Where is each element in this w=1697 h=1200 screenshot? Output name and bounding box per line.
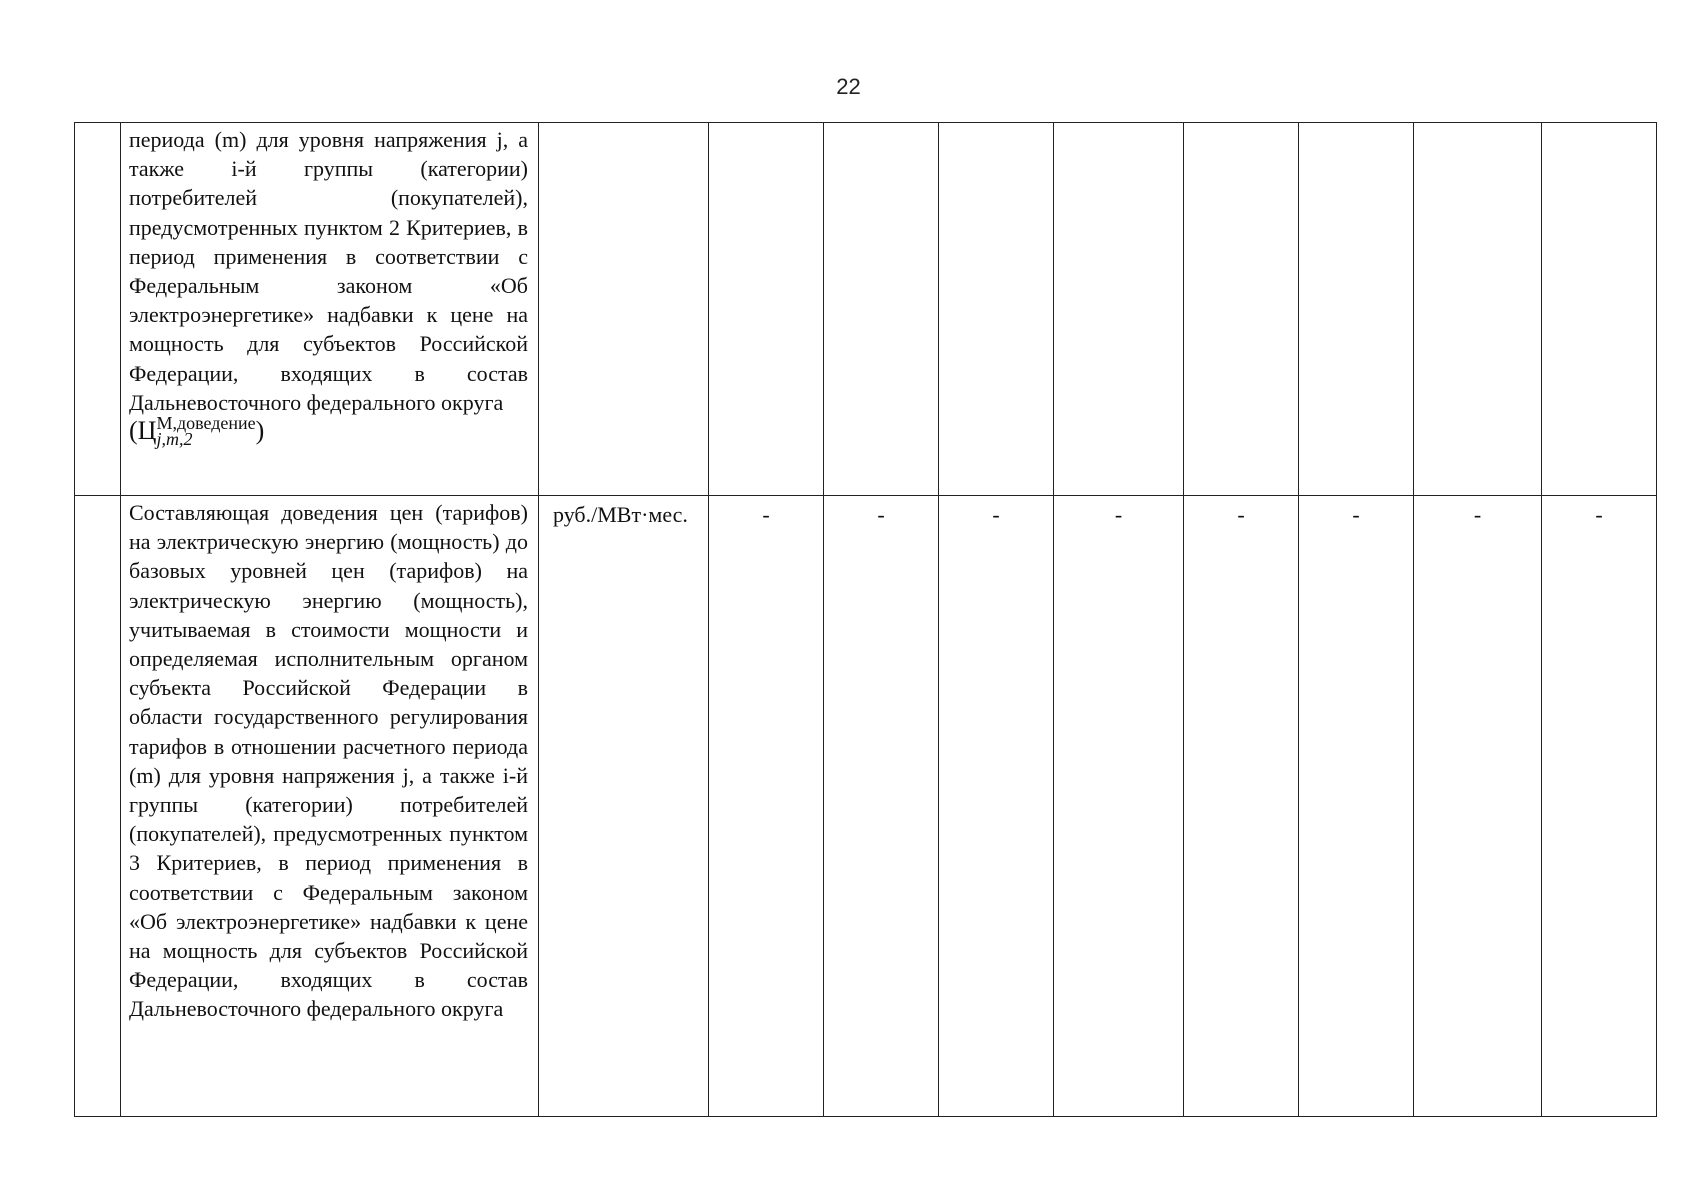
value-cell <box>939 123 1054 496</box>
value-cell: - <box>1414 496 1542 1117</box>
formula-subscript: j,m,2 <box>156 429 193 450</box>
value-cell: - <box>1184 496 1299 1117</box>
value-cell <box>1542 123 1657 496</box>
row-number-cell <box>75 123 121 496</box>
value-cell <box>824 123 939 496</box>
value-cell: - <box>1054 496 1184 1117</box>
value-cell: - <box>1299 496 1414 1117</box>
description-cell <box>121 123 539 496</box>
value-cell <box>1184 123 1299 496</box>
value-cell: - <box>709 496 824 1117</box>
value-cell <box>1054 123 1184 496</box>
value-cell: - <box>939 496 1054 1117</box>
value-cell <box>1414 123 1542 496</box>
value-cell <box>709 123 824 496</box>
description-cell <box>121 496 539 1117</box>
table-row <box>75 496 1657 1117</box>
value-cell: - <box>1542 496 1657 1117</box>
formula-symbol: Ц <box>137 416 157 446</box>
page-number: 22 <box>836 74 861 99</box>
tariff-table <box>74 122 1657 1117</box>
formula-close-paren: ) <box>255 416 265 446</box>
description-text: Составляющая доведения цен (тарифов) на электрическую энергию (мощность) до базовых уровней цен (тарифов) на электрическую энергию (мощность), учитываемая в стоимости мощности и определяемая исполнительным органом субъекта Российской Федерации в области государственного регулирования тарифов в отношении расчетного периода (m) для уровня напряжения j, а также i-й группы (категории) потребителей (покупателей), предусмотренных пунктом 3 Критериев, в период применения в соответствии с Федеральным законом «Об электроэнергетике» надбавки к цене на мощность для субъектов Российской Федерации, входящих в состав Дальневосточного федерального округа <box>129 500 528 1022</box>
formula-superscript: М,доведение <box>156 413 256 434</box>
unit-cell <box>539 123 709 496</box>
value-cell <box>1299 123 1414 496</box>
value-cell: - <box>824 496 939 1117</box>
row-number-cell <box>75 496 121 1117</box>
description-text: периода (m) для уровня напряжения j, а также i-й группы (категории) потребителей (покупателей), предусмотренных пунктом 2 Критериев, в период применения в соответствии с Федеральным законом «Об электроэнергетике» надбавки к цене на мощность для субъектов Российской Федерации, входящих в состав Дальневосточного федерального округа <box>129 127 528 415</box>
table-row <box>75 123 1657 496</box>
unit-cell: руб./МВт·мес. <box>539 496 709 1117</box>
formula-open-paren: ( <box>129 416 138 446</box>
formula <box>129 413 265 450</box>
